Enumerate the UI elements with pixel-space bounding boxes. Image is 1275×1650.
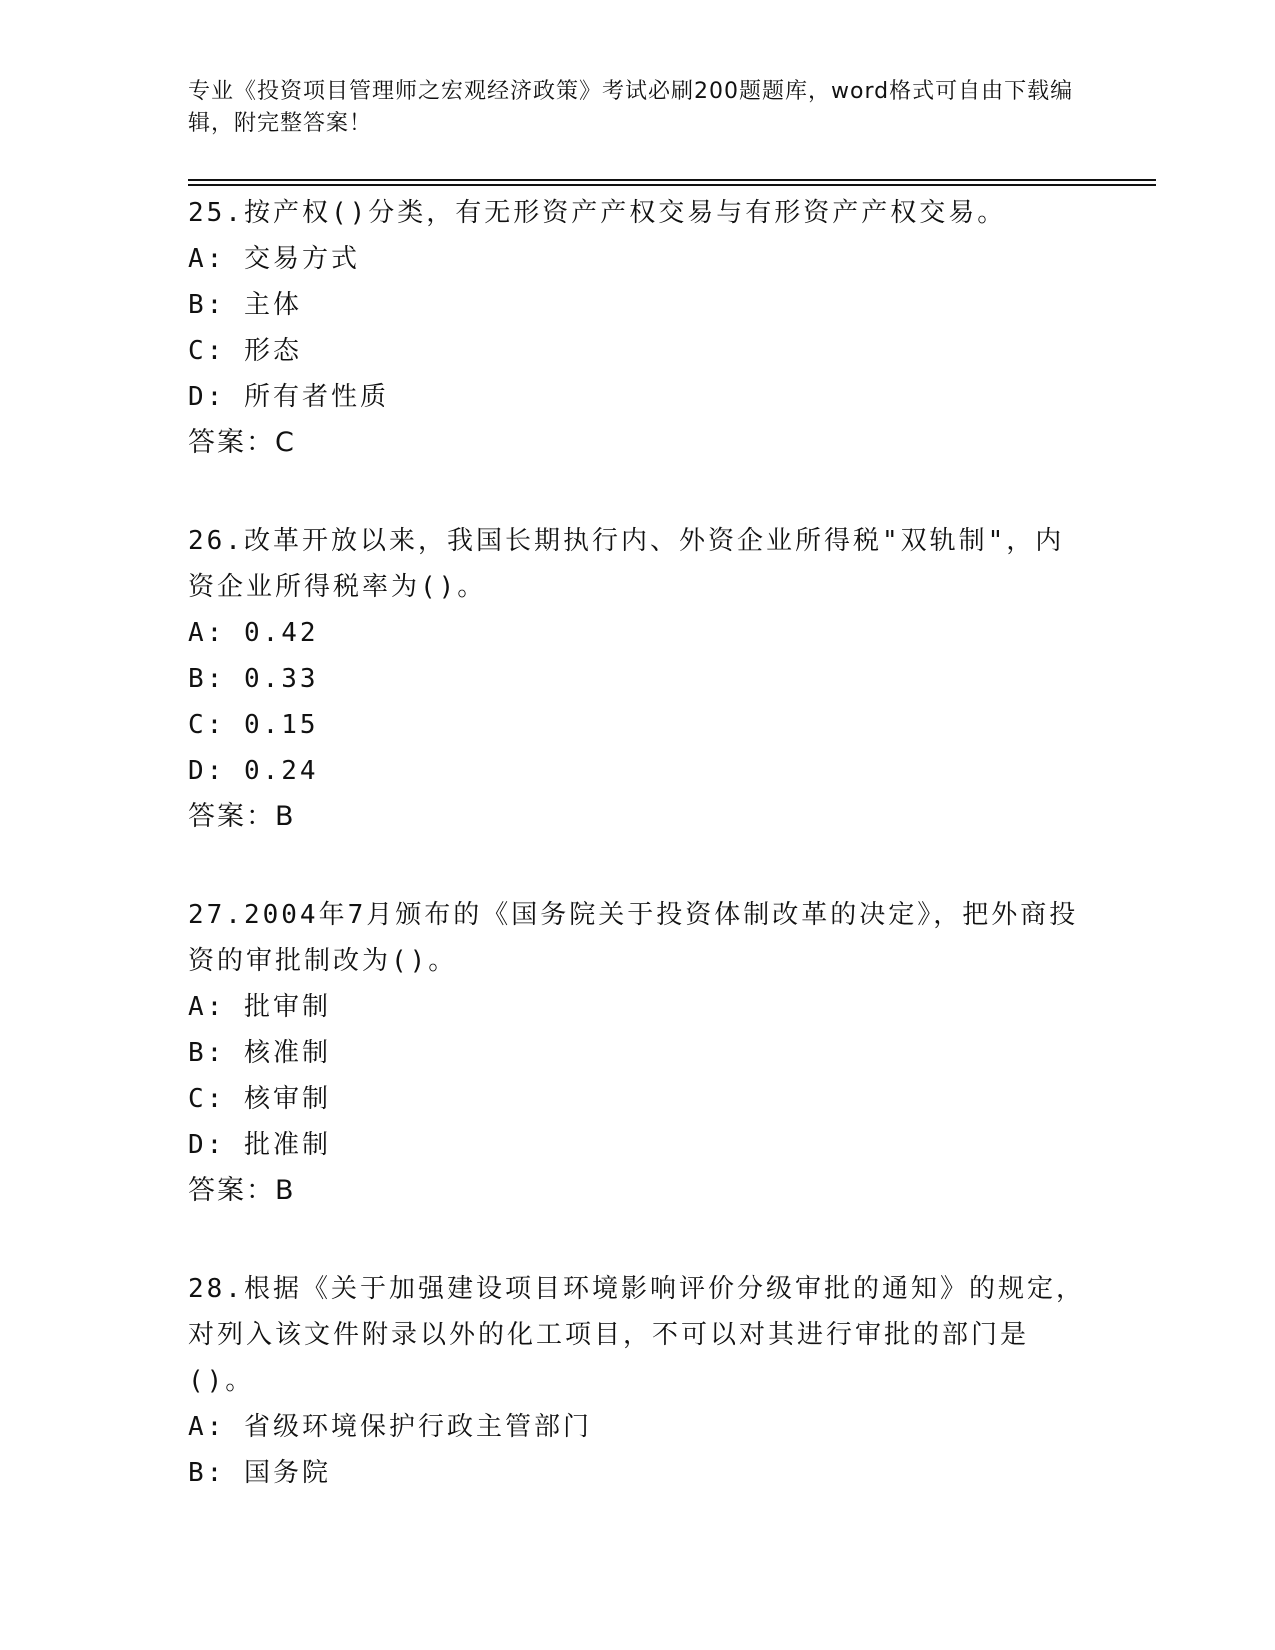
option-d: D: 0.24 (188, 756, 319, 786)
question-list (188, 190, 1088, 1548)
option-d: D: 批准制 (188, 1130, 331, 1160)
option-c: C: 核审制 (188, 1084, 331, 1114)
header-rule-bottom (188, 184, 1156, 186)
answer: 答案：B (188, 801, 296, 832)
question-text: 25.按产权()分类，有无形资产产权交易与有形资产产权交易。 (188, 198, 1007, 228)
question-text: 27.2004年7月颁布的《国务院关于投资体制改革的决定》，把外商投资的审批制改为()。 (188, 900, 1079, 976)
document-header: 专业《投资项目管理师之宏观经济政策》考试必刷200题题库，word格式可自由下载编辑，附完整答案！ (188, 79, 1074, 136)
question-25 (188, 190, 1088, 466)
answer: 答案：C (188, 427, 296, 458)
question-27 (188, 892, 1088, 1214)
question-26 (188, 518, 1088, 840)
option-a: A: 0.42 (188, 618, 319, 648)
question-text: 26.改革开放以来，我国长期执行内、外资企业所得税"双轨制"，内资企业所得税率为()。 (188, 526, 1065, 602)
question-28 (188, 1266, 1088, 1496)
option-b: B: 国务院 (188, 1458, 331, 1488)
question-text: 28.根据《关于加强建设项目环境影响评价分级审批的通知》的规定，对列入该文件附录以外的化工项目，不可以对其进行审批的部门是()。 (188, 1274, 1085, 1396)
option-d: D: 所有者性质 (188, 382, 389, 412)
option-a: A: 省级环境保护行政主管部门 (188, 1412, 592, 1442)
answer: 答案：B (188, 1175, 296, 1206)
option-b: B: 主体 (188, 290, 302, 320)
option-a: A: 交易方式 (188, 244, 360, 274)
option-c: C: 0.15 (188, 710, 319, 740)
option-b: B: 0.33 (188, 664, 319, 694)
option-a: A: 批审制 (188, 992, 331, 1022)
option-b: B: 核准制 (188, 1038, 331, 1068)
option-c: C: 形态 (188, 336, 302, 366)
header-rule-top (188, 179, 1156, 181)
